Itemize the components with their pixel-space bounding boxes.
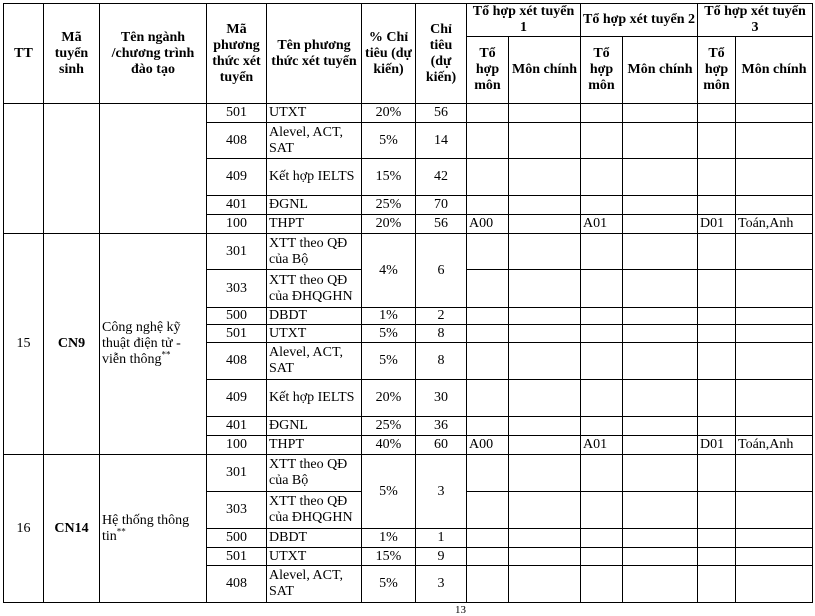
prev-ma-cell	[44, 104, 100, 234]
to-hop-2: A01	[581, 436, 623, 455]
quota-value: 70	[416, 196, 467, 215]
quota-pct: 5%	[362, 566, 416, 603]
header-row	[4, 4, 813, 37]
method-code: 501	[207, 548, 267, 566]
method-code: 303	[207, 492, 267, 529]
quota-pct: 20%	[362, 380, 416, 417]
to-hop-2: A01	[581, 215, 623, 234]
header-ma-tuyen-sinh: Mã tuyển sinh	[44, 4, 100, 104]
method-name: THPT	[267, 436, 362, 455]
quota-pct: 4%	[362, 234, 416, 308]
header-mon-chinh-1: Môn chính	[509, 37, 581, 104]
header-to-hop-3: Tổ hợp xét tuyển 3	[698, 4, 813, 37]
quota-pct: 15%	[362, 548, 416, 566]
quota-pct: 25%	[362, 196, 416, 215]
method-name: XTT theo QĐ của Bộ	[267, 234, 362, 270]
method-code: 409	[207, 159, 267, 196]
quota-pct: 1%	[362, 529, 416, 548]
method-name: Kết hợp IELTS	[267, 380, 362, 417]
table-row	[4, 234, 813, 270]
method-code: 500	[207, 308, 267, 325]
quota-value: 42	[416, 159, 467, 196]
header-to-hop-mon-1: Tổ hợp môn	[467, 37, 509, 104]
header-ten-phuong-thuc: Tên phương thức xét tuyển	[267, 4, 362, 104]
header-to-hop-1: Tổ hợp xét tuyển 1	[467, 4, 581, 37]
header-chi-tieu: Chỉ tiêu (dự kiến)	[416, 4, 467, 104]
method-code: 301	[207, 455, 267, 492]
mon-chinh-3: Toán,Anh	[736, 436, 813, 455]
to-hop-3: D01	[698, 215, 736, 234]
mon-chinh-3: Toán,Anh	[736, 215, 813, 234]
program-name-text: Hệ thống thông tin	[102, 512, 190, 544]
program-code: CN9	[44, 234, 100, 455]
quota-pct: 5%	[362, 123, 416, 159]
quota-pct: 40%	[362, 436, 416, 455]
header-ma-phuong-thuc: Mã phương thức xét tuyển	[207, 4, 267, 104]
header-mon-chinh-2: Môn chính	[623, 37, 698, 104]
program-tt: 16	[4, 455, 44, 603]
quota-value: 60	[416, 436, 467, 455]
method-code: 303	[207, 270, 267, 308]
header-to-hop-mon-3: Tổ hợp môn	[698, 37, 736, 104]
program-name-text: Công nghệ kỹ thuật điện tử - viễn thông	[102, 320, 181, 367]
method-name: ĐGNL	[267, 417, 362, 436]
program-name-mark: **	[116, 525, 126, 536]
method-code: 401	[207, 417, 267, 436]
method-code: 408	[207, 123, 267, 159]
method-code: 408	[207, 566, 267, 603]
method-name: UTXT	[267, 548, 362, 566]
program-name	[100, 455, 207, 603]
quota-value: 9	[416, 548, 467, 566]
quota-value: 8	[416, 325, 467, 343]
quota-value: 3	[416, 566, 467, 603]
quota-value: 36	[416, 417, 467, 436]
header-to-hop-2: Tổ hợp xét tuyển 2	[581, 4, 698, 37]
header-to-hop-mon-2: Tổ hợp môn	[581, 37, 623, 104]
quota-value: 1	[416, 529, 467, 548]
method-name: Alevel, ACT, SAT	[267, 343, 362, 380]
method-name: XTT theo QĐ của ĐHQGHN	[267, 270, 362, 308]
method-code: 409	[207, 380, 267, 417]
method-code: 501	[207, 104, 267, 123]
prev-name-cell	[100, 104, 207, 234]
quota-pct: 5%	[362, 455, 416, 529]
method-name: DBDT	[267, 308, 362, 325]
quota-pct: 25%	[362, 417, 416, 436]
method-code: 408	[207, 343, 267, 380]
program-name	[100, 234, 207, 455]
quota-pct: 5%	[362, 325, 416, 343]
quota-value: 14	[416, 123, 467, 159]
method-name: Alevel, ACT, SAT	[267, 123, 362, 159]
method-name: XTT theo QĐ của Bộ	[267, 455, 362, 492]
header-mon-chinh-3: Môn chính	[736, 37, 813, 104]
method-name: UTXT	[267, 104, 362, 123]
method-name: Alevel, ACT, SAT	[267, 566, 362, 603]
quota-pct: 1%	[362, 308, 416, 325]
method-code: 100	[207, 436, 267, 455]
quota-pct: 15%	[362, 159, 416, 196]
quota-value: 8	[416, 343, 467, 380]
method-name: Kết hợp IELTS	[267, 159, 362, 196]
quota-value: 2	[416, 308, 467, 325]
quota-value: 6	[416, 234, 467, 308]
quota-pct: 5%	[362, 343, 416, 380]
quota-value: 30	[416, 380, 467, 417]
method-code: 500	[207, 529, 267, 548]
program-name-mark: **	[161, 349, 171, 360]
quota-pct: 20%	[362, 104, 416, 123]
method-name: UTXT	[267, 325, 362, 343]
method-name: XTT theo QĐ của ĐHQGHN	[267, 492, 362, 529]
quota-value: 56	[416, 104, 467, 123]
method-name: DBDT	[267, 529, 362, 548]
method-name: ĐGNL	[267, 196, 362, 215]
header-pct-chi-tieu: % Chỉ tiêu (dự kiến)	[362, 4, 416, 104]
method-name: THPT	[267, 215, 362, 234]
program-tt: 15	[4, 234, 44, 455]
method-code: 501	[207, 325, 267, 343]
to-hop-1: A00	[467, 215, 509, 234]
quota-pct: 20%	[362, 215, 416, 234]
method-code: 100	[207, 215, 267, 234]
header-ten-nganh: Tên ngành /chương trình đào tạo	[100, 4, 207, 104]
prev-tt-cell	[4, 104, 44, 234]
to-hop-1: A00	[467, 436, 509, 455]
table-row	[4, 104, 813, 123]
quota-value: 3	[416, 455, 467, 529]
table-row	[4, 455, 813, 492]
to-hop-3: D01	[698, 436, 736, 455]
page-number: 13	[455, 604, 466, 616]
program-code: CN14	[44, 455, 100, 603]
method-code: 401	[207, 196, 267, 215]
quota-value: 56	[416, 215, 467, 234]
header-tt: TT	[4, 4, 44, 104]
admission-table	[3, 3, 813, 603]
method-code: 301	[207, 234, 267, 270]
